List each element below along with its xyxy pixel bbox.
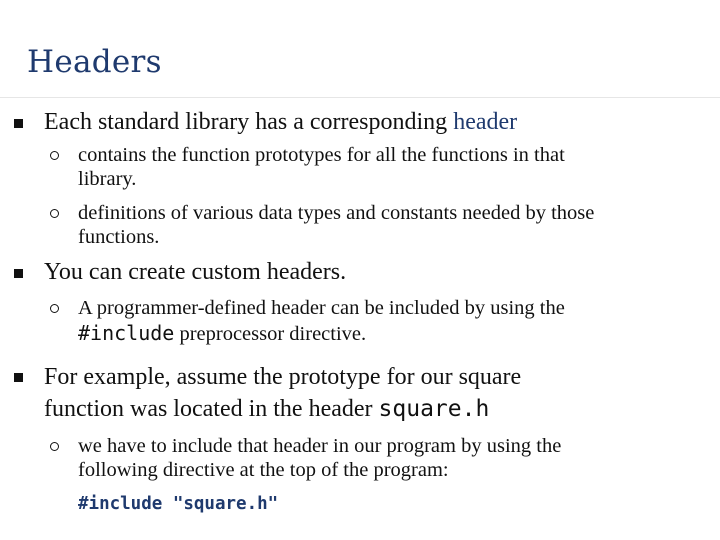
include-directive-code: #include "square.h" — [78, 494, 279, 514]
bullet-1-sub-2-line-2: functions. — [78, 226, 160, 248]
title-divider — [0, 97, 720, 98]
square-bullet-icon — [14, 269, 23, 278]
bullet-1-text-main: Each standard library has a corresponding — [44, 109, 454, 135]
bullet-1-sub-1 — [78, 141, 565, 193]
circle-bullet-icon — [50, 209, 59, 218]
bullet-3-sub-1-line-2: following directive at the top of the program: — [78, 459, 449, 481]
bullet-2-sub-1 — [78, 294, 565, 348]
square-h-code: square.h — [378, 396, 490, 422]
bullet-1-sub-1-line-2: library. — [78, 168, 137, 190]
bullet-2-sub-1-line-2: preprocessor directive. — [174, 323, 367, 345]
bullet-3-text — [44, 361, 521, 425]
circle-bullet-icon — [50, 151, 59, 160]
bullet-1-sub-2 — [78, 199, 594, 251]
circle-bullet-icon — [50, 442, 59, 451]
bullet-3-sub-1-line-1: we have to include that header in our program by using the — [78, 435, 562, 457]
bullet-1-text — [44, 106, 517, 138]
bullet-1-highlight: header — [453, 109, 518, 135]
circle-bullet-icon — [50, 304, 59, 313]
slide-title: Headers — [27, 44, 162, 80]
bullet-1-sub-2-line-1: definitions of various data types and constants needed by those — [78, 202, 595, 224]
square-bullet-icon — [14, 373, 23, 382]
bullet-2-sub-1-line-1: A programmer-defined header can be included by using the — [78, 297, 565, 319]
include-code: #include — [78, 321, 175, 345]
bullet-3-sub-1 — [78, 432, 561, 484]
bullet-3-line-2: function was located in the header — [44, 396, 379, 422]
bullet-3-line-1: For example, assume the prototype for our square — [44, 364, 522, 390]
bullet-2-text: You can create custom headers. — [44, 259, 347, 285]
square-bullet-icon — [14, 119, 23, 128]
bullet-1-sub-1-line-1: contains the function prototypes for all the functions in that — [78, 144, 565, 166]
